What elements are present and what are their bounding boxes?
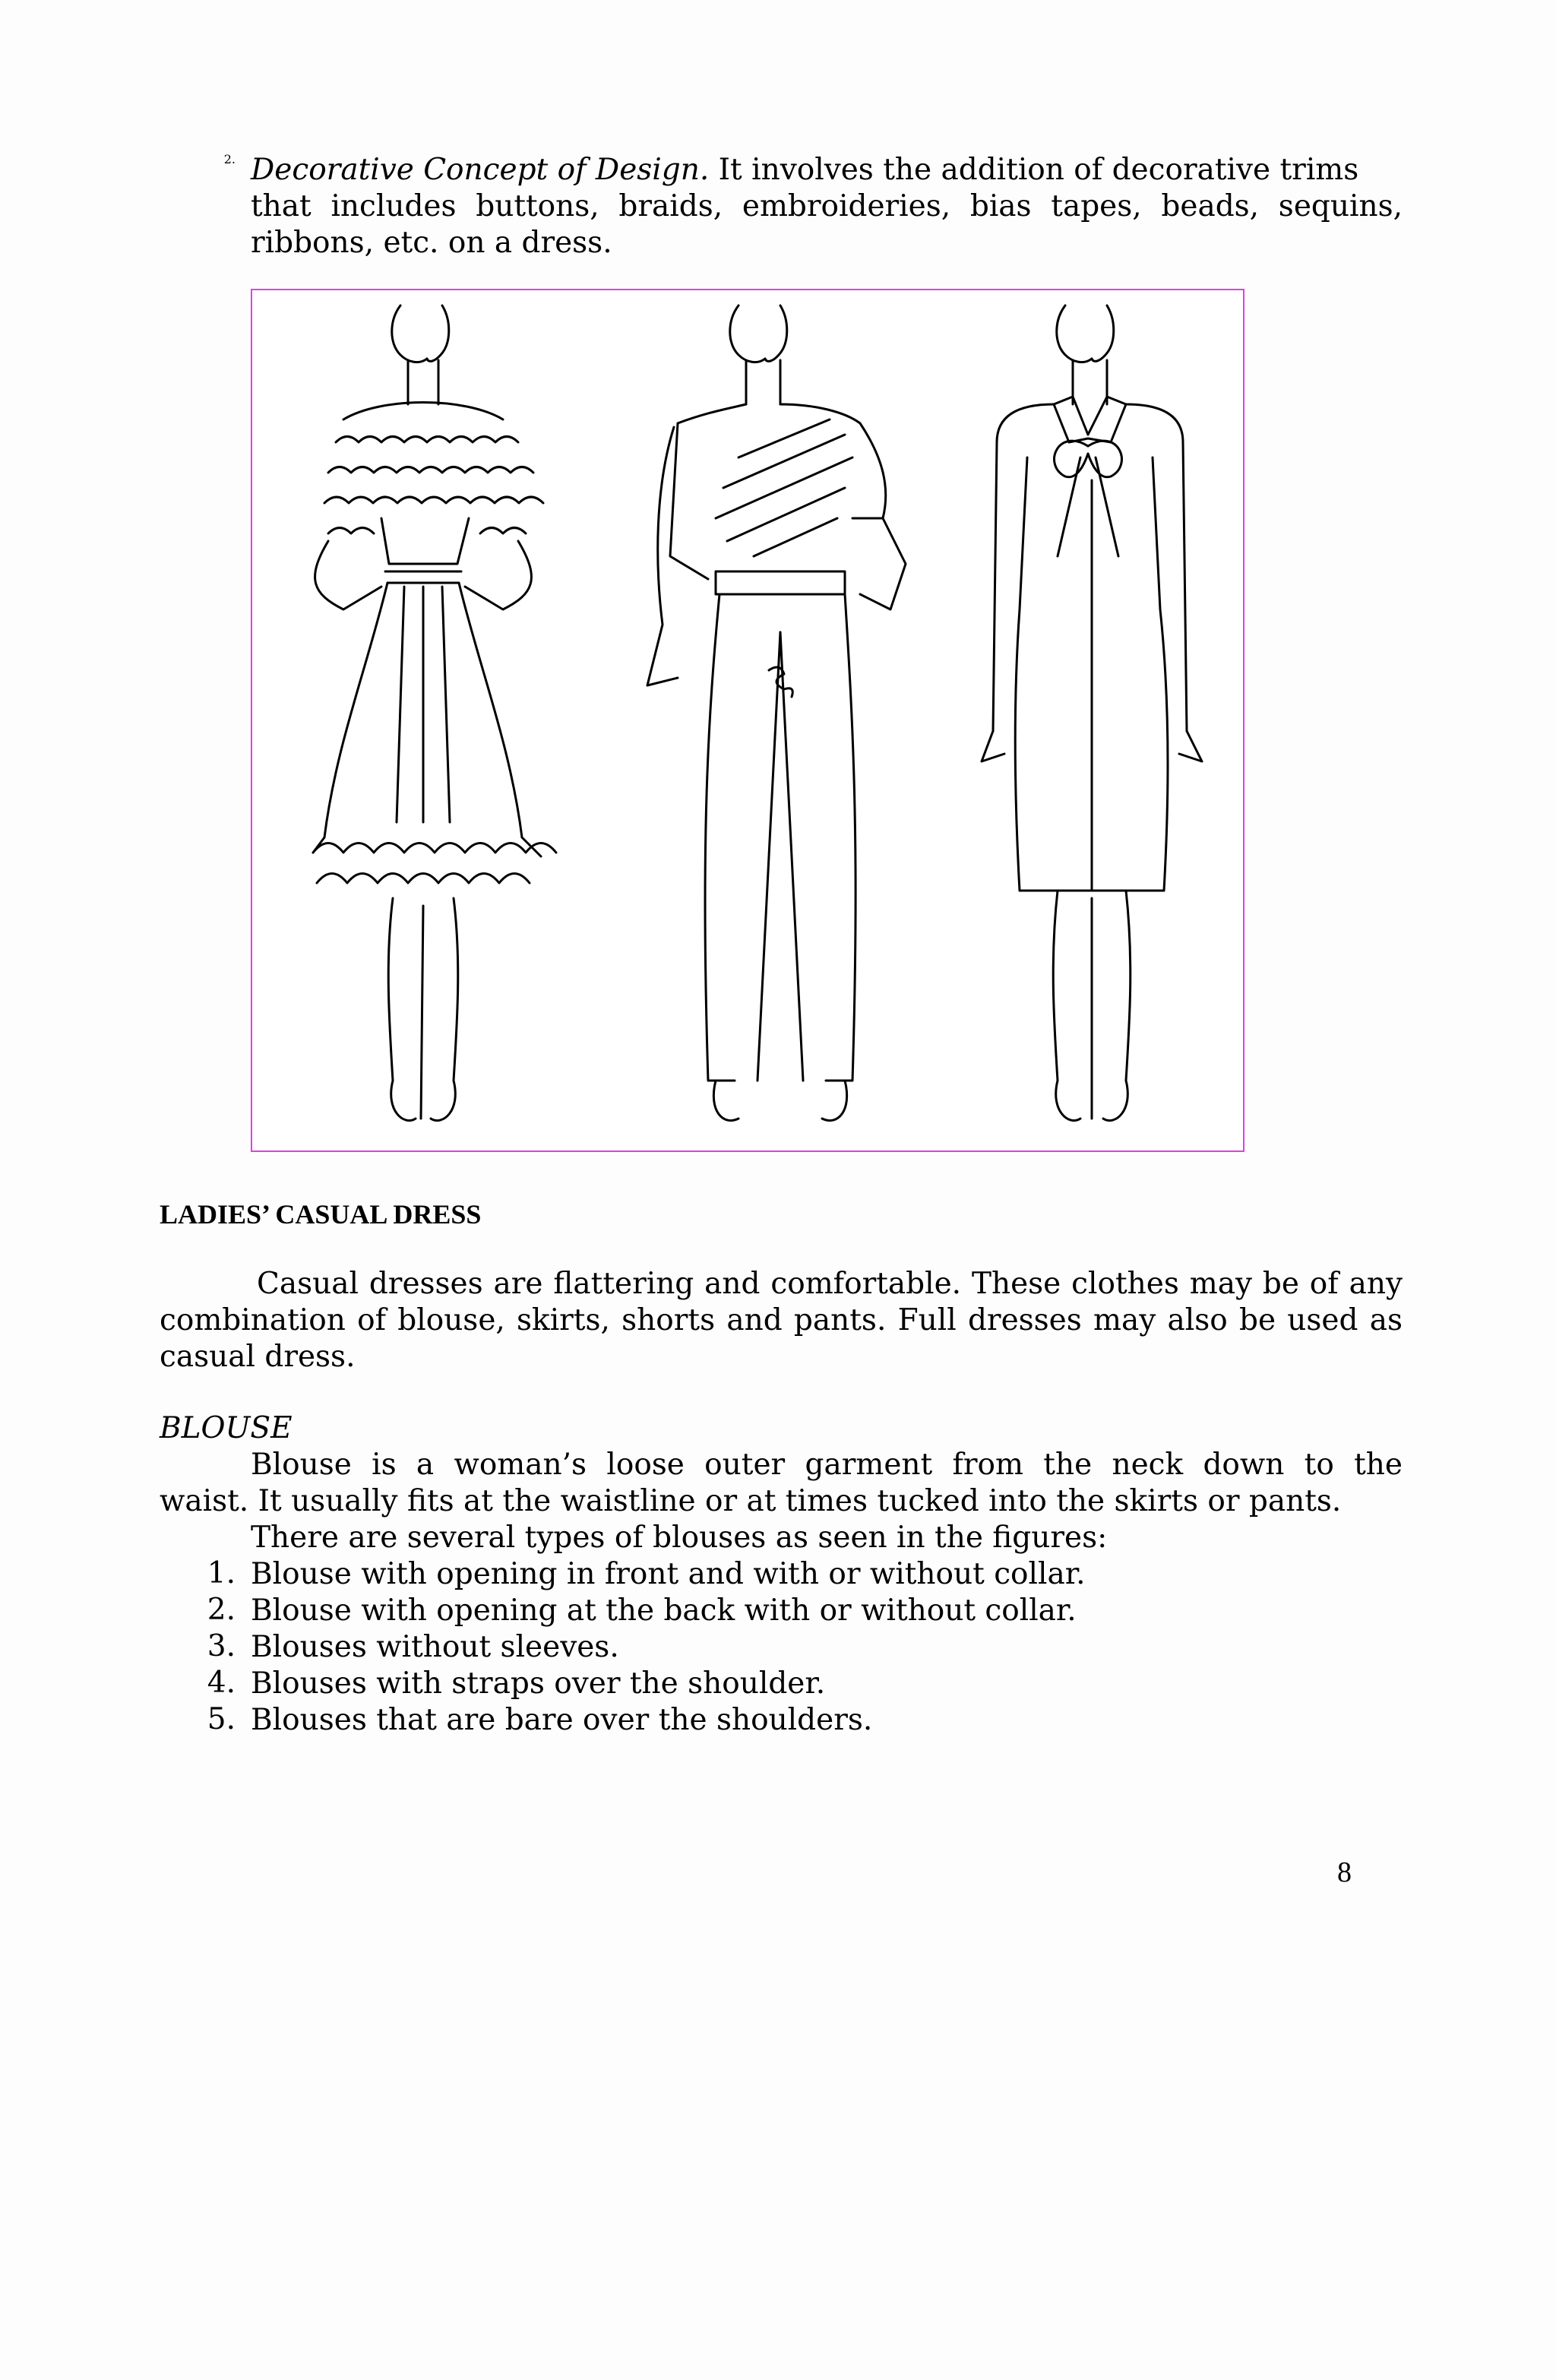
intro-line-1-rest: It involves the addition of decorative trims xyxy=(709,153,1359,187)
blouse-heading xyxy=(160,1410,1403,1446)
page-number: 8 xyxy=(1337,1856,1352,1888)
blouse-line-2: waist. It usually fits at the waistline or at times tucked into the skirts or pants. xyxy=(160,1484,1342,1518)
list-number: 2. xyxy=(207,1593,236,1627)
blouse-heading-text: BLOUSE xyxy=(160,1411,293,1445)
intro-line-1 xyxy=(251,152,1403,188)
list-item: Blouse with opening in front and with or without collar. xyxy=(251,1557,1086,1591)
fashion-figure xyxy=(251,289,1244,1152)
intro-title: Decorative Concept of Design. xyxy=(251,153,710,187)
bow-dress-sketch xyxy=(982,305,1202,1121)
list-number: 4. xyxy=(207,1666,236,1700)
blouse-line-3: There are several types of blouses as seen in the figures: xyxy=(251,1521,1108,1555)
casual-para-line-1: Casual dresses are flattering and comfortable. These clothes may be of any xyxy=(257,1267,1403,1301)
list-number: 3. xyxy=(207,1629,236,1663)
blouse-line-1: Blouse is a woman’s loose outer garment from the neck down to the xyxy=(251,1448,1403,1482)
section-heading: LADIES’ CASUAL DRESS xyxy=(160,1199,482,1230)
list-number: 1. xyxy=(207,1556,236,1590)
intro-number: 2. xyxy=(223,152,236,166)
jumpsuit-sketch xyxy=(647,305,906,1121)
intro-line-3: ribbons, etc. on a dress. xyxy=(251,226,612,260)
casual-para-line-2: combination of blouse, skirts, shorts and pants. Full dresses may also be used as xyxy=(160,1303,1403,1337)
list-number: 5. xyxy=(207,1702,236,1736)
casual-para-line-3: casual dress. xyxy=(160,1340,356,1374)
list-item: Blouses without sleeves. xyxy=(251,1630,619,1664)
list-item: Blouses with straps over the shoulder. xyxy=(251,1666,826,1701)
list-item: Blouses that are bare over the shoulders. xyxy=(251,1703,873,1737)
ruffled-dress-sketch xyxy=(313,305,556,1121)
intro-line-2: that includes buttons, braids, embroideries, bias tapes, beads, sequins, xyxy=(251,189,1403,223)
list-item: Blouse with opening at the back with or without collar. xyxy=(251,1594,1077,1628)
